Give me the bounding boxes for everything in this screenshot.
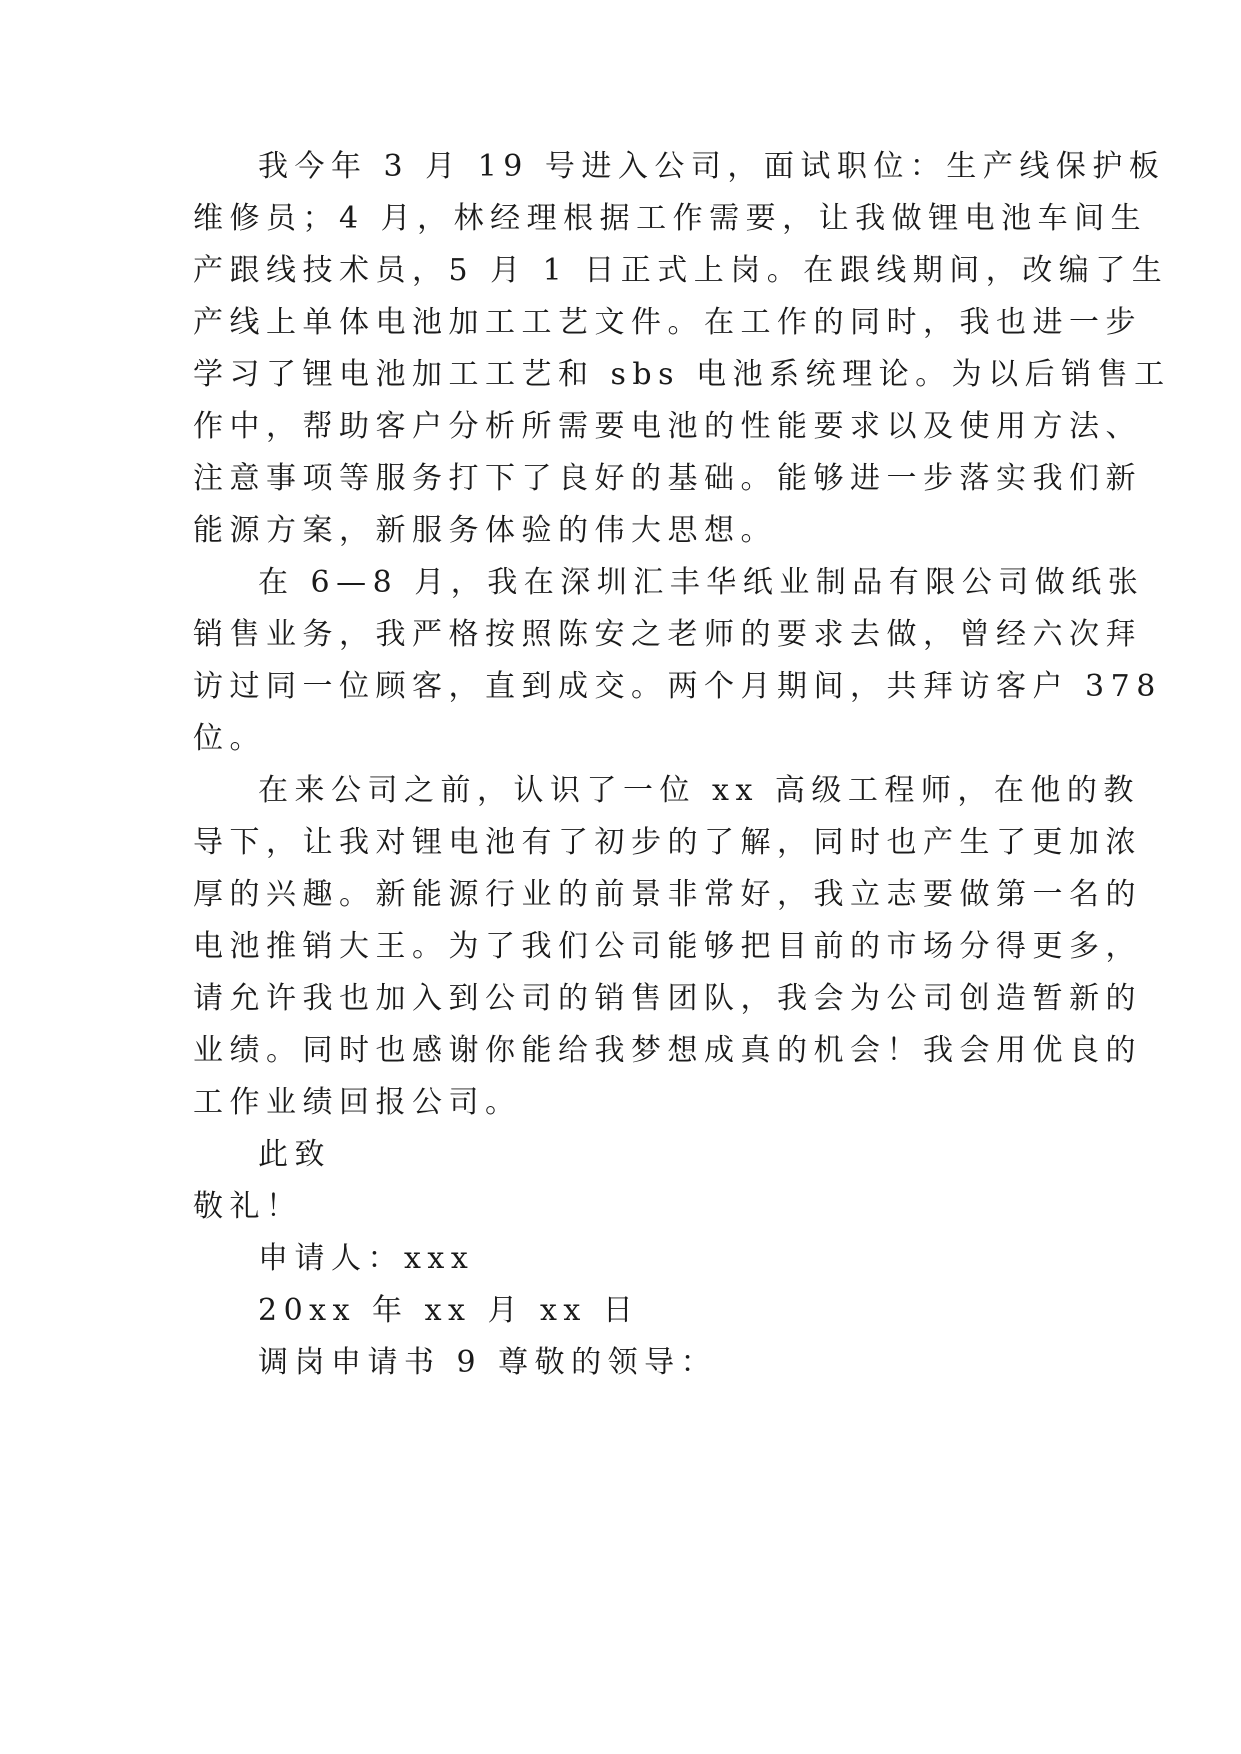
next-title: 调岗申请书 9 尊敬的领导：: [258, 1345, 718, 1380]
p1-line-8: 能源方案，新服务体验的伟大思想。: [193, 513, 777, 548]
p3-line-2: 导下，让我对锂电池有了初步的了解，同时也产生了更加浓: [193, 825, 1142, 860]
p2-line-1: 在 6—8 月，我在深圳汇丰华纸业制品有限公司做纸张: [258, 565, 1145, 600]
p3-line-3: 厚的兴趣。新能源行业的前景非常好，我立志要做第一名的: [193, 877, 1142, 912]
closing: 此致: [258, 1137, 331, 1172]
applicant: 申请人：xxx: [258, 1241, 475, 1276]
p1-line-4: 产线上单体电池加工工艺文件。在工作的同时，我也进一步: [193, 305, 1142, 340]
p1-line-1: 我今年 3 月 19 号进入公司，面试职位：生产线保护板: [258, 149, 1166, 184]
p3-line-4: 电池推销大王。为了我们公司能够把目前的市场分得更多，: [193, 929, 1142, 964]
salute: 敬礼！: [193, 1189, 303, 1224]
p2-line-2: 销售业务，我严格按照陈安之老师的要求去做，曾经六次拜: [193, 617, 1142, 652]
p1-line-2: 维修员；4 月，林经理根据工作需要，让我做锂电池车间生: [193, 201, 1148, 236]
p1-line-5: 学习了锂电池加工工艺和 sbs 电池系统理论。为以后销售工: [193, 357, 1171, 392]
p3-line-6: 业绩。同时也感谢你能给我梦想成真的机会！我会用优良的: [193, 1033, 1142, 1068]
p1-line-6: 作中，帮助客户分析所需要电池的性能要求以及使用方法、: [193, 409, 1142, 444]
p3-line-5: 请允许我也加入到公司的销售团队，我会为公司创造暂新的: [193, 981, 1142, 1016]
p2-line-3: 访过同一位顾客，直到成交。两个月期间，共拜访客户 378: [193, 669, 1162, 704]
p1-line-7: 注意事项等服务打下了良好的基础。能够进一步落实我们新: [193, 461, 1142, 496]
p3-line-1: 在来公司之前，认识了一位 xx 高级工程师，在他的教: [258, 773, 1140, 808]
p2-line-4: 位。: [193, 721, 266, 756]
p1-line-3: 产跟线技术员，5 月 1 日正式上岗。在跟线期间，改编了生: [193, 253, 1169, 288]
p3-line-7: 工作业绩回报公司。: [193, 1085, 522, 1120]
date: 20xx 年 xx 月 xx 日: [258, 1293, 640, 1328]
